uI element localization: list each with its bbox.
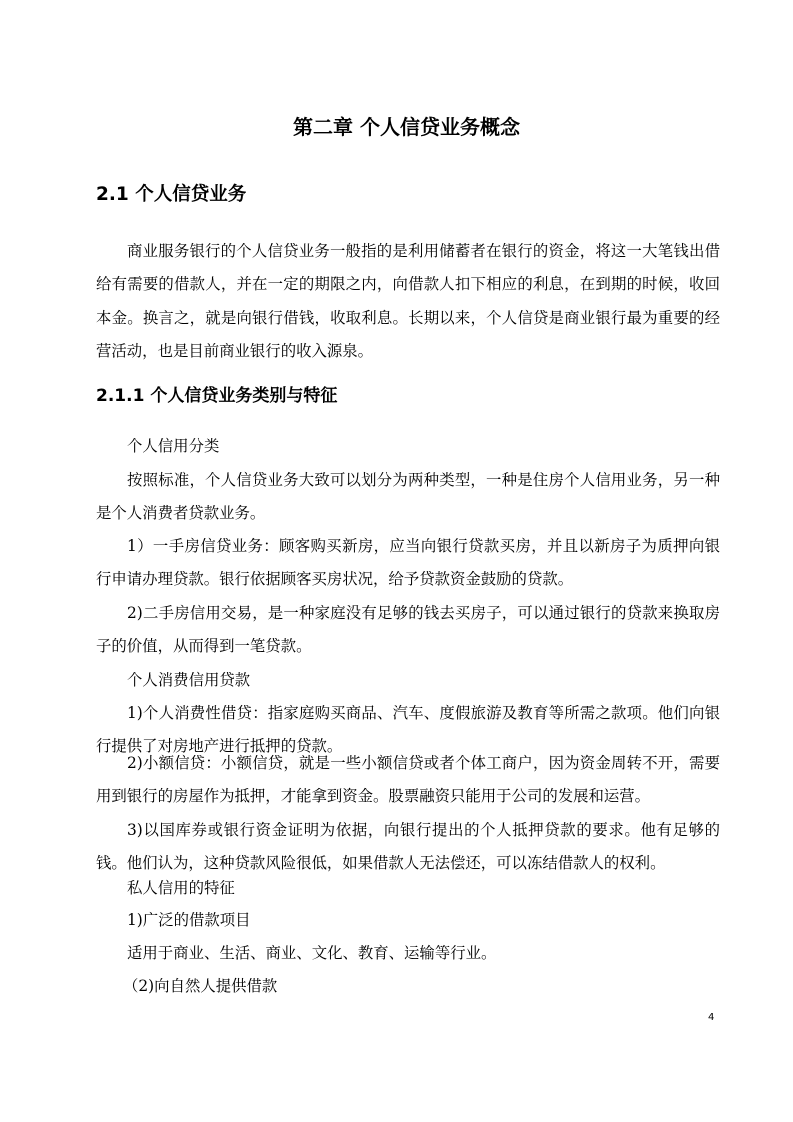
section-intro-paragraph: 商业服务银行的个人信贷业务一般指的是利用储蓄者在银行的资金，将这一大笔钱出借给有需要的借款人，并在一定的期限之内，向借款人扣下相应的利息，在到期的时候，收回本金。换言之，就是向银行借钱，收取利息。长期以来，个人信贷是商业银行最为重要的经营活动，也是目前商业银行的收入源泉。 [96, 242, 720, 361]
paragraph-second-hand-housing-credit: 2)二手房信用交易，是一种家庭没有足够的钱去买房子，可以通过银行的贷款来换取房子的价值，从而得到一笔贷款。 [96, 604, 720, 656]
paragraph-consumer-credit-loan: 个人消费信用贷款 [127, 671, 251, 689]
paragraph-microcredit: 2)小额信贷：小额信贷，就是一些小额信贷或者个体工商户，因为资金周转不开，需要用到银行的房屋作为抵押，才能拿到资金。股票融资只能用于公司的发展和运营。 [96, 754, 720, 806]
paragraph-broad-loan-items: 1)广泛的借款项目 [127, 911, 251, 929]
chapter-title: 第二章 个人信贷业务概念 [293, 115, 520, 139]
section-heading: 2.1 个人信贷业务 [96, 184, 247, 205]
paragraph-loans-to-natural-persons: （2)向自然人提供借款 [123, 977, 278, 995]
paragraph-personal-credit-classification: 个人信用分类 [127, 437, 220, 455]
paragraph-first-hand-housing-loan: 1）一手房信贷业务：顾客购买新房，应当向银行贷款买房，并且以新房子为质押向银行申请办理贷款。银行依据顾客买房状况，给予贷款资金鼓励的贷款。 [96, 537, 720, 589]
paragraph-private-credit-features: 私人信用的特征 [127, 879, 235, 897]
paragraph-applicable-industries: 适用于商业、生活、商业、文化、教育、运输等行业。 [127, 944, 497, 962]
paragraph-consumer-borrowing: 1)个人消费性借贷：指家庭购买商品、汽车、度假旅游及教育等所需之款项。他们向银行提供了对房地产进行抵押的贷款。 [96, 704, 720, 756]
paragraph-treasury-bond-mortgage: 3)以国库券或银行资金证明为依据，向银行提出的个人抵押贷款的要求。他有足够的钱。他们认为，这种贷款风险很低，如果借款人无法偿还，可以冻结借款人的权利。 [96, 821, 720, 873]
paragraph-classification-standard: 按照标准，个人信贷业务大致可以划分为两种类型，一种是住房个人信用业务，另一种是个人消费者贷款业务。 [96, 471, 720, 523]
page-number: 4 [708, 1012, 715, 1023]
subsection-heading: 2.1.1 个人信贷业务类别与特征 [96, 386, 338, 406]
